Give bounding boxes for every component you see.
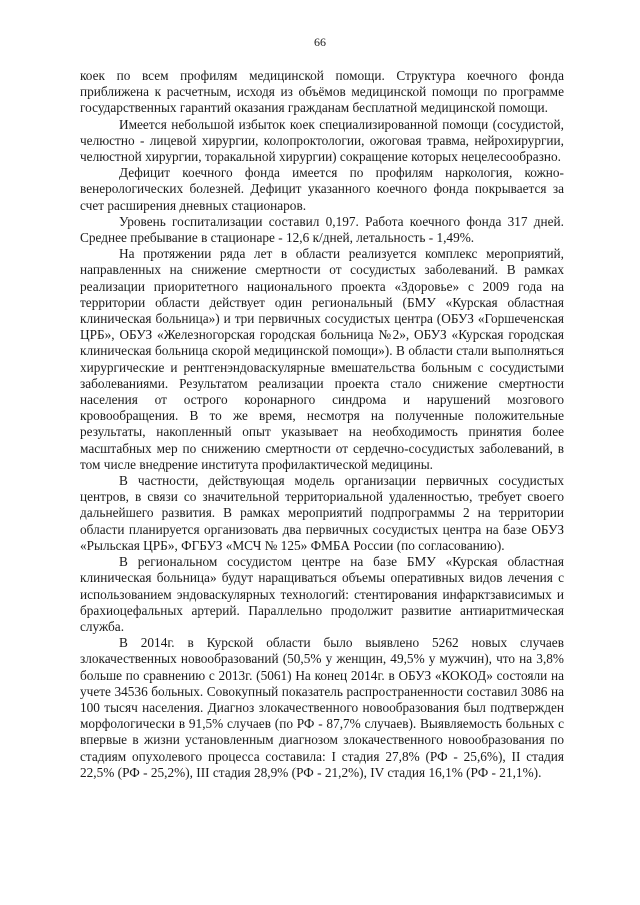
paragraph-bed-fund-structure: коек по всем профилям медицинской помощи. Структура коечного фонда приближена к расчетным, исходя из объёмов медицинской помощи по программе государственных гарантий оказания гражданам бесплатной медицинской помощи.: [80, 68, 564, 116]
page-number: 66: [314, 35, 326, 49]
document-body: [80, 68, 564, 781]
paragraph-hospitalization-level: Уровень госпитализации составил 0,197. Работа коечного фонда 317 дней. Среднее пребывание в стационаре - 12,6 к/дней, летальность - 1,49%.: [80, 213, 564, 246]
paragraph-vascular-program: На протяжении ряда лет в области реализуется комплекс мероприятий, направленных на снижение смертности от сосудистых заболеваний. В рамках реализации приоритетного национального проекта «Здоровье» с 2009 года на территории области действует один региональный (БМУ «Курская областная клиническая больница») и три первичных сосудистых центра (ОБУЗ «Горшеченская ЦРБ», ОБУЗ «Железногорская городская больница №2», ОБУЗ «Курская городская клиническая больница скорой медицинской помощи»). В области стали выполняться хирургические и рентгенэндоваскулярные вмешательства больным с сосудистыми заболеваниями. Результатом реализации проекта стало снижение смертности населения от острого коронарного синдрома и нарушений мозгового кровообращения. В то же время, несмотря на полученные положительные результаты, накопленный опыт указывает на необходимость принятия более масштабных мер по снижению смертности от сердечно-сосудистых заболеваний, в том числе внедрение института профилактической медицины.: [80, 246, 564, 472]
paragraph-specialized-beds-surplus: Имеется небольшой избыток коек специализированной помощи (сосудистой, челюстно - лицевой хирургии, колопроктологии, ожоговая травма, нейрохирургии, челюстной хирургии, торакальной хирургии) сокращение которых нецелесообразно.: [80, 116, 564, 165]
paragraph-oncology-statistics: В 2014г. в Курской области было выявлено 5262 новых случаев злокачественных новообразований (50,5% у женщин, 49,5% у мужчин), что на 3,8% больше по сравнению с 2013г. (5061) На конец 2014г. в ОБУЗ «КОКОД» состояли на учете 34536 больных. Совокупный показатель распространенности составил 3086 на 100 тысяч населения. Диагноз злокачественного новообразования был подтвержден морфологически в 91,5% случаев (по РФ - 87,7% случаев). Выявляемость больных с впервые в жизни установленным диагнозом злокачественного новообразования по стадиям опухолевого процесса составила: I стадия 27,8% (РФ - 25,6%), II стадия 22,5% (РФ - 25,2%), III стадия 28,9% (РФ - 21,2%), IV стадия 16,1% (РФ - 21,1%).: [80, 635, 564, 780]
paragraph-regional-vascular-center: В региональном сосудистом центре на базе БМУ «Курская областная клиническая больница» будут наращиваться объемы оперативных видов лечения с использованием эндоваскулярных технологий: стентирования инфарктзависимых и брахиоцефальных артерий. Параллельно продолжит развитие антиаритмическая служба.: [80, 554, 564, 634]
paragraph-vascular-centers-plan: В частности, действующая модель организации первичных сосудистых центров, в связи со значительной территориальной удаленностью, требует своего дальнейшего развития. В рамках мероприятий подпрограммы 2 на территории области планируется организовать два первичных сосудистых центра на базе ОБУЗ «Рыльская ЦРБ», ФГБУЗ «МСЧ № 125» ФМБА России (по согласованию).: [80, 473, 564, 553]
paragraph-bed-fund-deficit: Дефицит коечного фонда имеется по профилям наркология, кожно-венерологических болезней. Дефицит указанного коечного фонда покрывается за счет расширения дневных стационаров.: [80, 165, 564, 213]
